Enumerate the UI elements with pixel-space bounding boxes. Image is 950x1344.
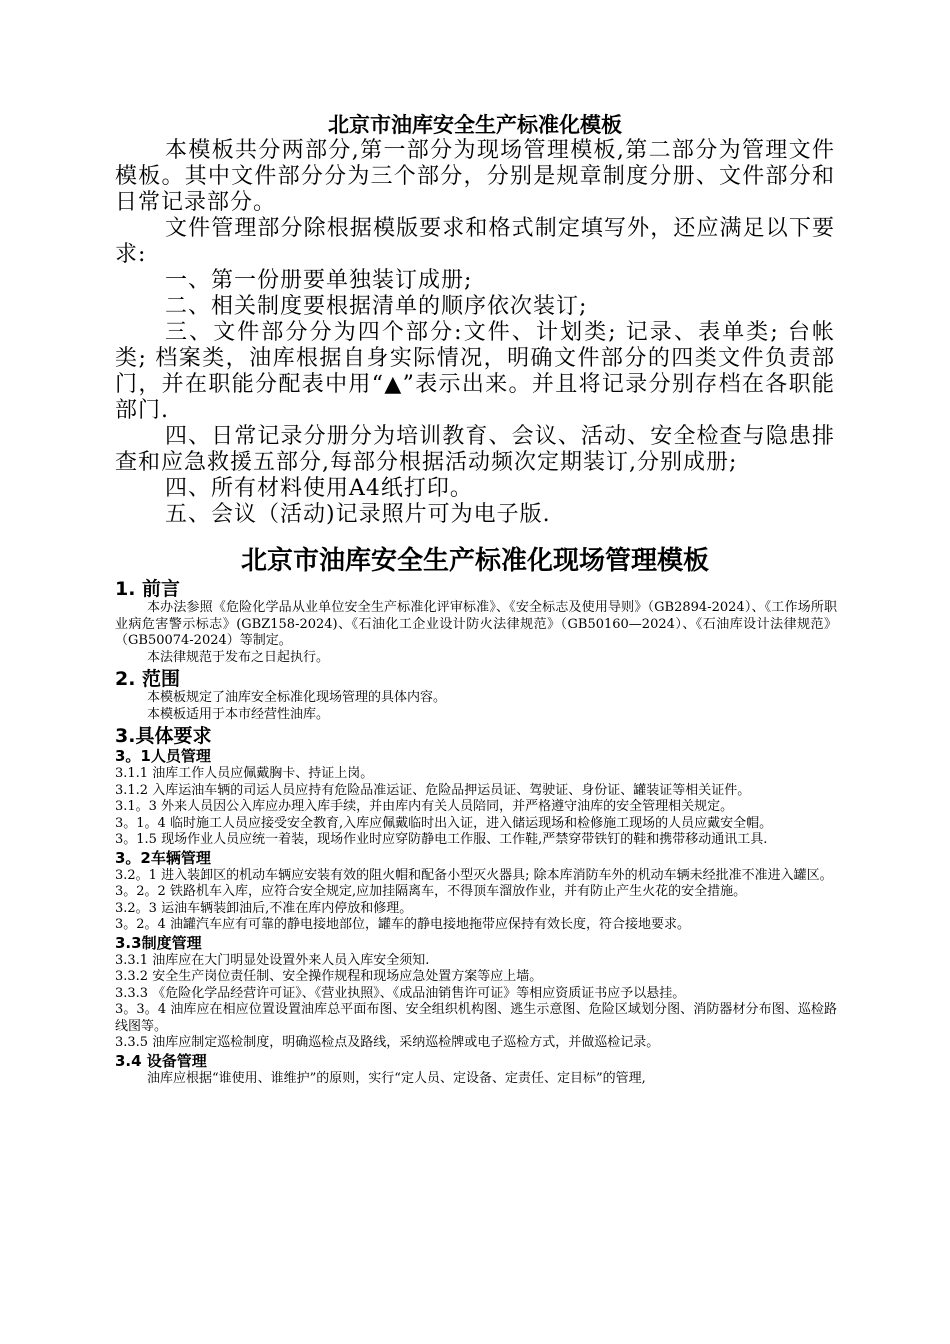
intro-item: 五、会议（活动)记录照片可为电子版.: [165, 502, 551, 527]
subheading-equipment: 3.4 设备管理: [115, 1051, 207, 1070]
paragraph: 本模板规定了油库安全标准化现场管理的具体内容。: [147, 690, 447, 705]
intro-item: 三、文件部分分为四个部分:文件、计划类; 记录、表单类; 台帐类; 档案类，油库根据自身实际情况，明确文件部分的四类文件负责部门，并在职能分配表中用“▲”表示出来。并且将记录分别存档在各职能部门.: [115, 320, 835, 423]
intro-item: 二、相关制度要根据清单的顺序依次装订;: [165, 294, 588, 319]
intro-item: 一、第一份册要单独装订成册;: [165, 268, 473, 293]
heading-requirements: 3.具体要求: [115, 725, 212, 747]
subheading-rules: 3.3制度管理: [115, 933, 202, 952]
clause: 3.2。1 进入装卸区的机动车辆应安装有效的阻火帽和配备小型灭火器具; 除本库消防车外的机动车辆未经批准不准进入罐区。: [115, 867, 833, 883]
intro-item: 四、日常记录分册分为培训教育、会议、活动、安全检查与隐患排查和应急救援五部分,每部分根据活动频次定期装订,分别成册;: [115, 424, 835, 475]
clause: 3.1.1 油库工作人员应佩戴胸卡、持证上岗。: [115, 766, 374, 781]
document-title: 北京市油库安全生产标准化模板: [328, 113, 622, 137]
clause: 3。2。2 铁路机车入库，应符合安全规定,应加挂隔离车，不得顶车溜放作业，并有防止产生火花的安全措施。: [115, 884, 747, 899]
intro-section: [115, 138, 835, 528]
paragraph: 油库应根据“谁使用、谁维护”的原则，实行“定人员、定设备、定责任、定目标”的管理,: [147, 1070, 646, 1086]
clause: 3.2。3 运油车辆装卸油后,不准在库内停放和修理。: [115, 900, 413, 916]
intro-paragraph: 文件管理部分除根据模版要求和格式制定填写外，还应满足以下要求:: [115, 216, 835, 267]
paragraph: 本办法参照《危险化学品从业单位安全生产标准化评审标准》、《安全标志及使用导则》（GB2894-2024）、《工作场所职业病危害警示标志》(GBZ158-2024)、《石油化工企业设计防火法律规范》（GB50160—2024）、《石油库设计法律规范》（GB50074-2024）等制定。: [115, 600, 837, 648]
heading-preface: 1. 前言: [115, 578, 181, 600]
paragraph: 本模板适用于本市经营性油库。: [147, 706, 330, 722]
section-title: 北京市油库安全生产标准化现场管理模板: [240, 546, 709, 576]
clause: 3.3.2 安全生产岗位责任制、安全操作规程和现场应急处置方案等应上墙。: [115, 969, 543, 984]
clause: 3.3.3 《危险化学品经营许可证》、《营业执照》、《成品油销售许可证》等相应资质证书应予以悬挂。: [115, 985, 686, 1001]
clause: 3.3.1 油库应在大门明显处设置外来人员入库安全须知.: [115, 952, 430, 968]
clause: 3。2。4 油罐汽车应有可靠的静电接地部位，罐车的静电接地拖带应保持有效长度，符合接地要求。: [115, 917, 690, 932]
paragraph: 本法律规范于发布之日起执行。: [147, 649, 330, 665]
clause: 3.1。3 外来人员因公入库应办理入库手续，并由库内有关人员陪同，并严格遵守油库的安全管理相关规定。: [115, 799, 734, 814]
intro-item: 四、所有材料使用A4纸打印。: [165, 476, 473, 501]
clause: 3。1.5 现场作业人员应统一着装，现场作业时应穿防静电工作服、工作鞋,严禁穿带铁钉的鞋和携带移动通讯工具.: [115, 832, 768, 847]
intro-paragraph: 本模板共分两部分,第一部分为现场管理模板,第二部分为管理文件模板。其中文件部分分为三个部分，分别是规章制度分册、文件部分和日常记录部分。: [115, 138, 835, 215]
clause: 3。1。4 临时施工人员应接受安全教育,入库应佩戴临时出入证，进入储运现场和检修施工现场的人员应戴安全帽。: [115, 815, 773, 831]
clause: 3.3.5 油库应制定巡检制度，明确巡检点及路线，采纳巡检牌或电子巡检方式，并做巡检记录。: [115, 1035, 660, 1050]
clause: 3.1.2 入库运油车辆的司运人员应持有危险品准运证、危险品押运员证、驾驶证、身份证、罐装证等相关证件。: [115, 782, 751, 798]
subheading-personnel: 3。1人员管理: [115, 747, 211, 765]
subheading-vehicles: 3。2车辆管理: [115, 848, 211, 867]
heading-scope: 2. 范围: [115, 668, 181, 690]
template-body: [115, 578, 837, 1087]
clause: 3。3。4 油库应在相应位置设置油库总平面布图、安全组织机构图、逃生示意图、危险区域划分图、消防器材分布图、巡检路线图等。: [115, 1002, 837, 1034]
